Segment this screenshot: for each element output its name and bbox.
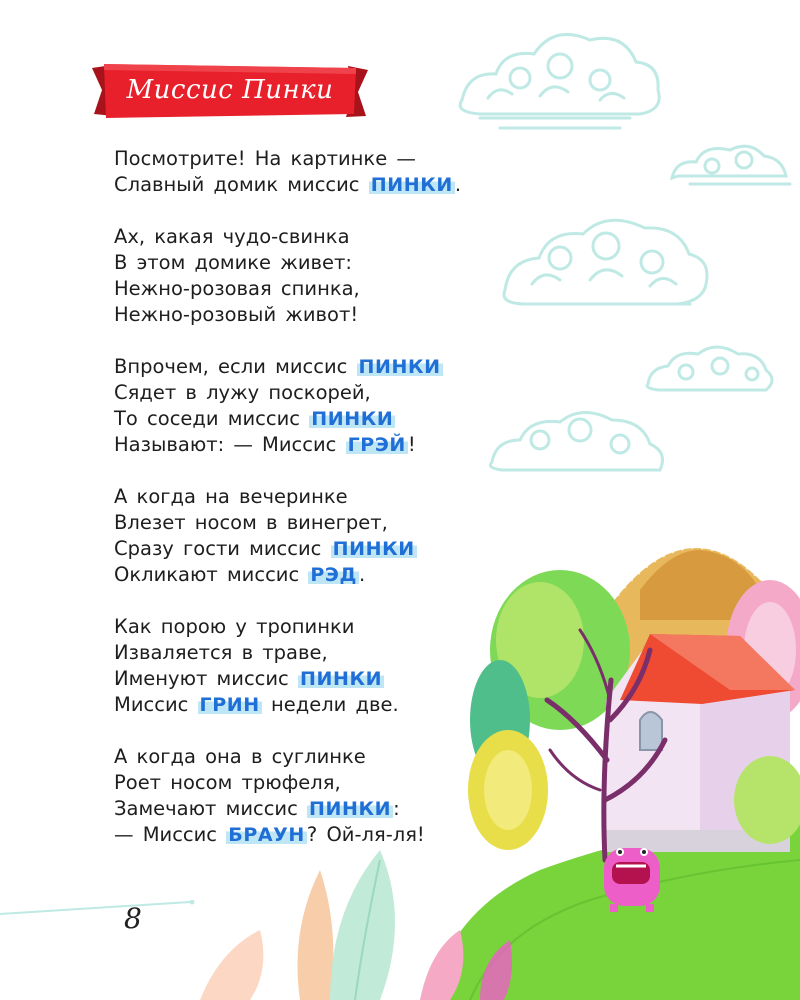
highlighted-word: БРАУН xyxy=(228,824,305,846)
poem-line: Сядет в лужу поскорей, xyxy=(114,381,371,404)
highlighted-word: РЭД xyxy=(310,564,357,586)
poem-line: Ах, какая чудо-свинка xyxy=(114,225,350,248)
highlighted-word: ПИНКИ xyxy=(309,798,392,820)
poem-line: В этом домике живет: xyxy=(114,251,352,274)
poem-line: Роет носом трюфеля, xyxy=(114,771,341,794)
poem-line: — Миссис БРАУН ? Ой-ля-ля! xyxy=(114,823,425,846)
poem-line: Нежно-розовый живот! xyxy=(114,303,359,326)
poem-line: Нежно-розовая спинка, xyxy=(114,277,360,300)
poem-line: Именуют миссис ПИНКИ xyxy=(114,667,383,690)
poem-line: Изваляется в траве, xyxy=(114,641,328,664)
poem-line: А когда она в суглинке xyxy=(114,745,366,768)
poem-line: Впрочем, если миссис ПИНКИ xyxy=(114,355,441,378)
highlighted-word: ПИНКИ xyxy=(370,174,453,196)
poem-line: Как порою у тропинки xyxy=(114,615,355,638)
poem-line: Окликают миссис РЭД . xyxy=(114,563,366,586)
poem-line: Замечают миссис ПИНКИ : xyxy=(114,797,400,820)
highlighted-word: ГРЭЙ xyxy=(347,434,406,456)
poem-line: Влезет носом в винегрет, xyxy=(114,511,388,534)
poem-line: Посмотрите! На картинке — xyxy=(114,147,416,170)
poem-line: То соседи миссис ПИНКИ xyxy=(114,407,394,430)
highlighted-word: ПИНКИ xyxy=(358,356,441,378)
page-title: Миссис Пинки xyxy=(126,75,334,105)
highlighted-word: ГРИН xyxy=(199,694,260,716)
highlighted-word: ПИНКИ xyxy=(299,668,383,690)
poem-line: Называют: — Миссис ГРЭЙ ! xyxy=(114,433,416,456)
poem-line: Миссис ГРИН недели две. xyxy=(114,693,399,716)
poem-line: Сразу гости миссис ПИНКИ xyxy=(114,537,415,560)
page-number: 8 xyxy=(124,902,142,935)
poem-line: А когда на вечеринке xyxy=(114,485,348,508)
highlighted-word: ПИНКИ xyxy=(332,538,415,560)
poem-line: Славный домик миссис ПИНКИ . xyxy=(114,173,462,196)
window-icon xyxy=(640,712,662,750)
highlighted-word: ПИНКИ xyxy=(311,408,394,430)
page-divider xyxy=(0,900,200,924)
